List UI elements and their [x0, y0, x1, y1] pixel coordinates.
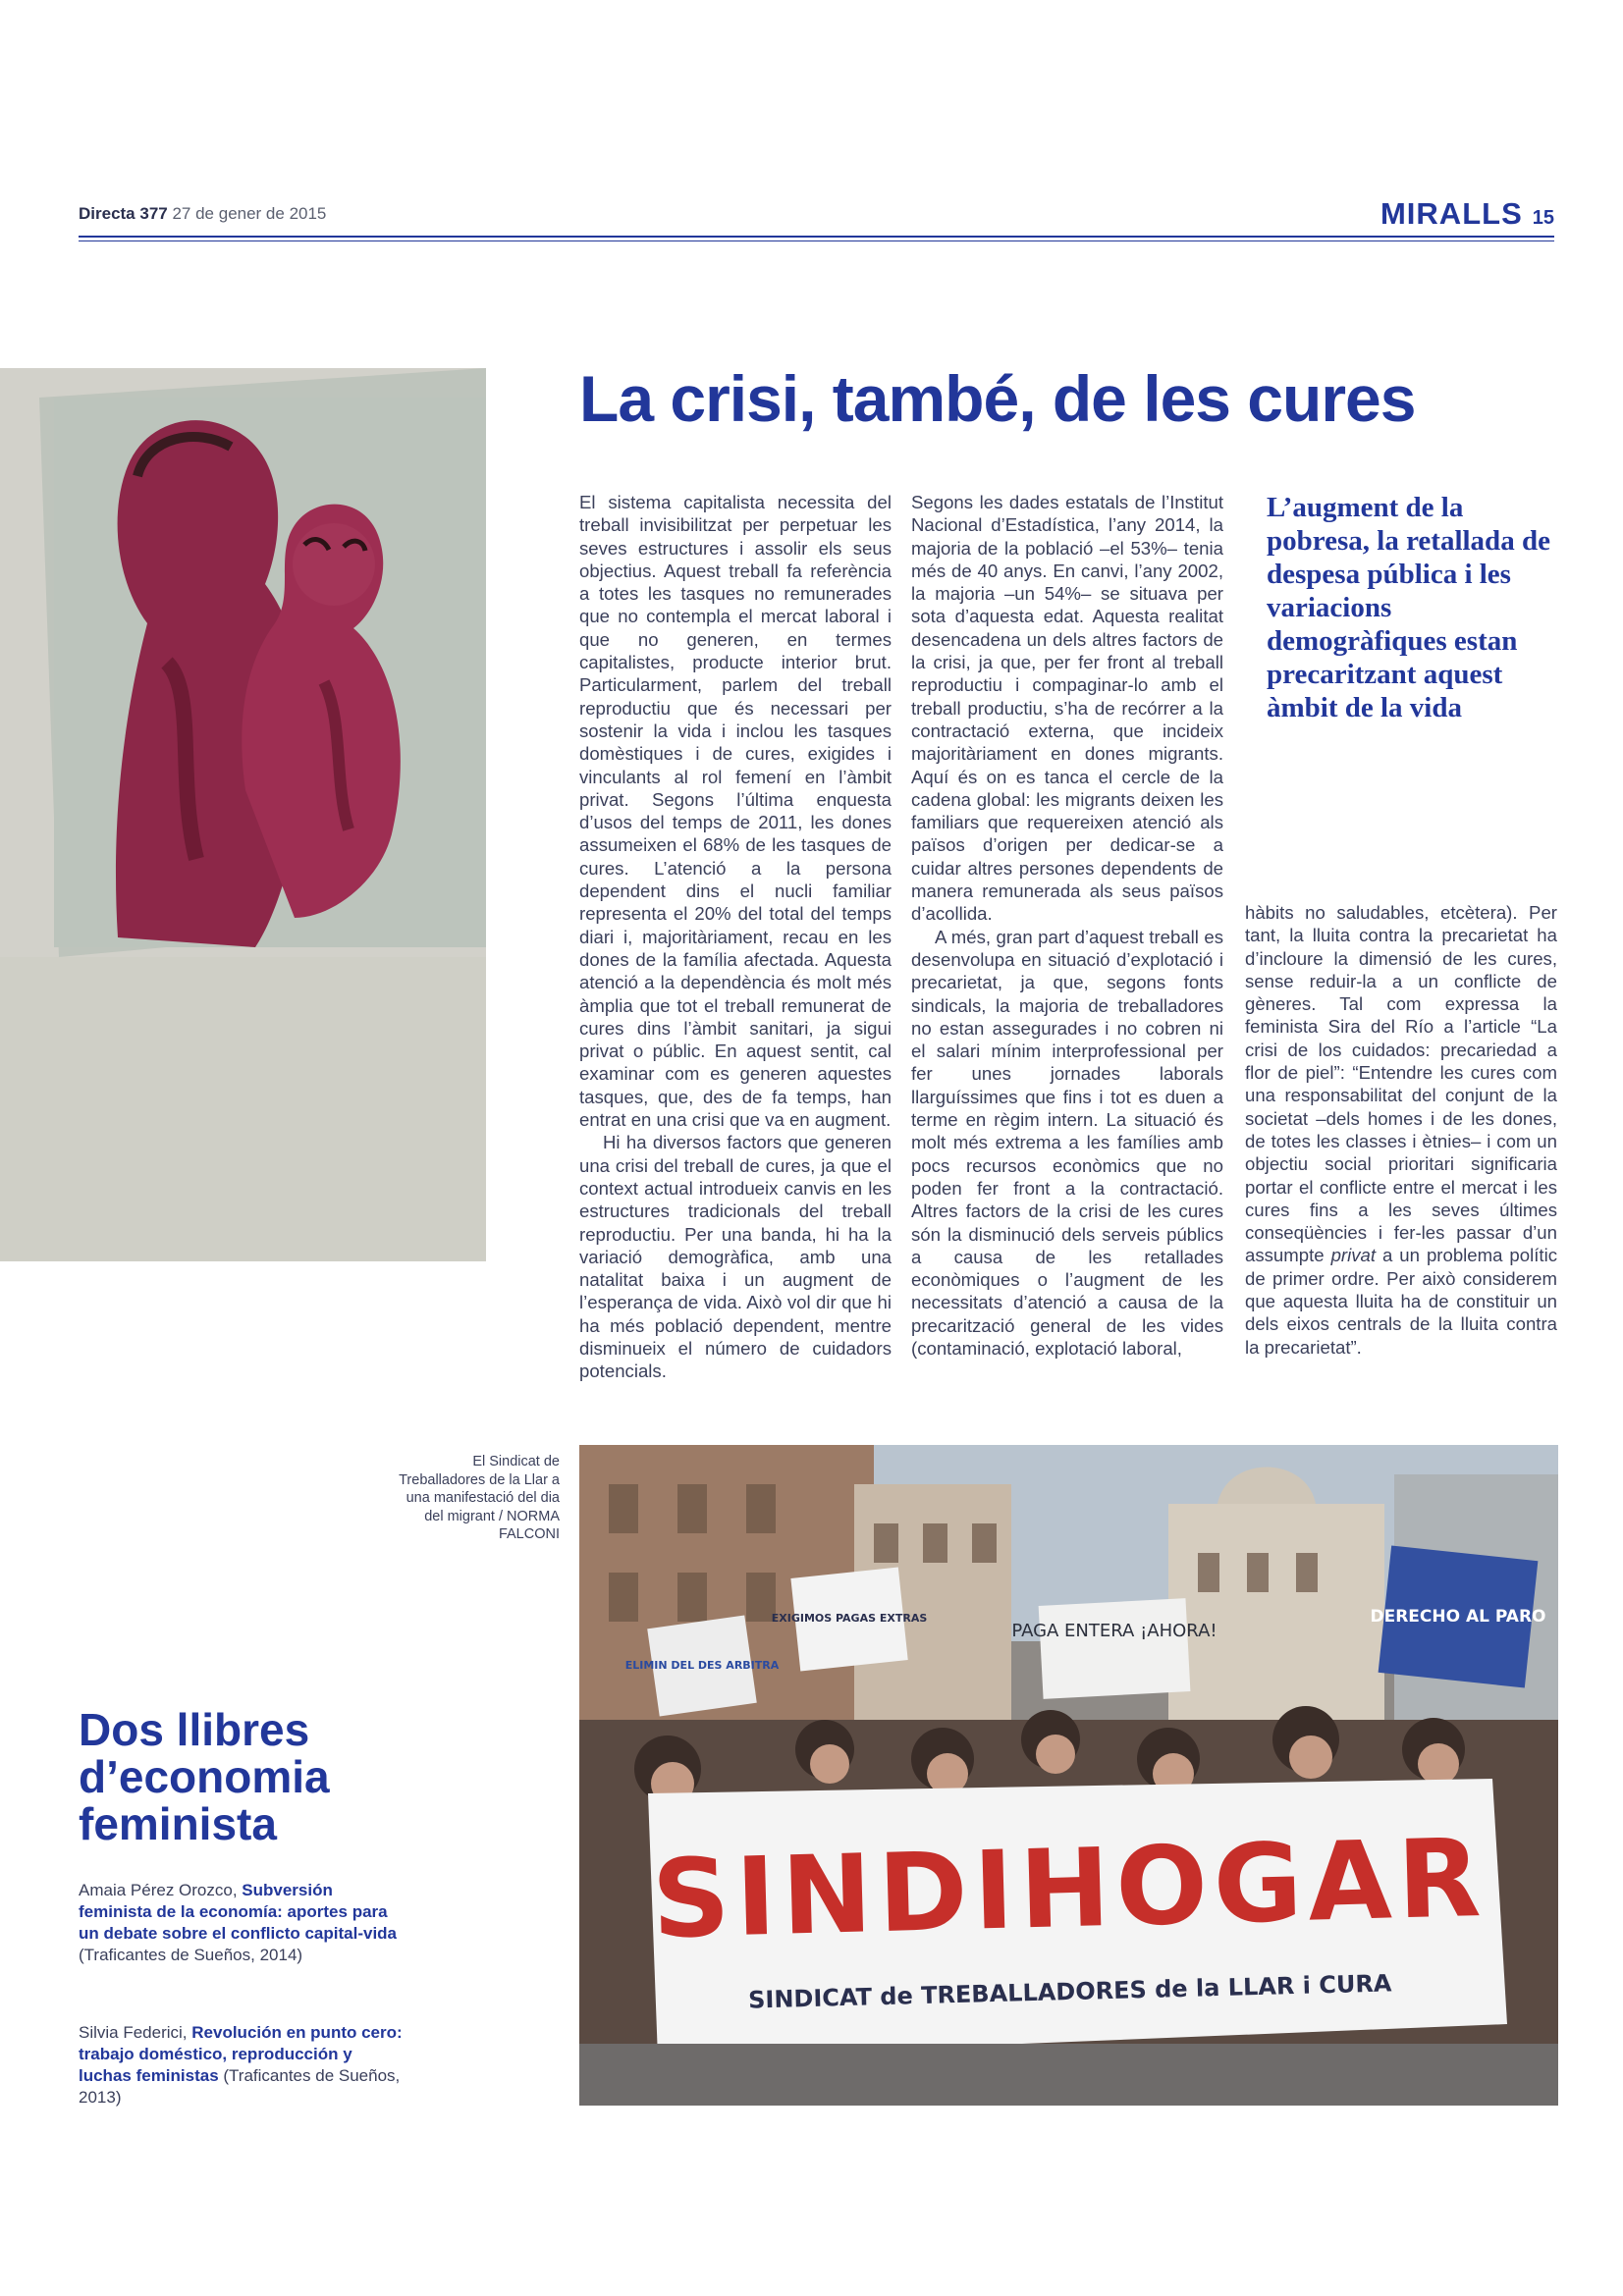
paragraph: Segons les dades estatals de l’Institut Nacional d’Estadística, l’any 2014, la majoria de la població –el 53%– tenia més de 40 anys. En canvi, l’any 2002, la majoria –un 54%– se situava per sota d’aquesta edat. Aquesta realitat desencadena un dels altres factors de la crisi, ja que, per fer front al treball reproductiu i compaginar-lo amb el treball productiu, s’ha de recórrer a la contractació externa, que incideix majoritàriament en dones migrants. Aquí és on es tanca el cercle de la cadena global: les migrants deixen les familiars que requereixen atenció als països d’origen per dedicar-se a cuidar altres persones dependents de manera remunerada als seus països d’acollida.: [911, 492, 1223, 925]
book-author: Silvia Federici,: [79, 2023, 192, 2042]
text-run: a un problema polític de primer ordre. Per això considerem que aquesta lluita ha de constituir un dels eixos centrals de la lluita contra la precarietat”.: [1245, 1245, 1557, 1358]
book-entry: [79, 2022, 403, 2109]
book-author: Amaia Pérez Orozco,: [79, 1881, 243, 1899]
paragraph: [1245, 901, 1557, 1359]
book-publisher: (Traficantes de Sueños, 2013): [79, 2066, 401, 2107]
paragraph: A més, gran part d’aquest treball es desenvolupa en situació d’explotació i precarietat, ja que, segons fonts sindicals, la majoria de treballadores no estan assegurades i no cobren ni el salari mínim interprofessional per fer unes jornades laborals llarguíssimes que fins i tot es duen a terme en règim intern. La situació és molt més extrema a les famílies amb pocs recursos econòmics que no poden fer front a la contractació. Altres factors de la crisi de les cures són la disminució dels serveis públics a causa de les retallades econòmiques o l’augment de les necessitats d’atenció a causa de la precarització general de les vides (contaminació, explotació laboral,: [911, 926, 1223, 1359]
painting-photo: [0, 368, 486, 1261]
banner-sub-text: SINDICAT de TREBALLADORES de la LLAR i CURA: [747, 1969, 1392, 2014]
demonstration-photo: [579, 1445, 1558, 2106]
header-rule: [79, 236, 1554, 241]
sign-exigimos: EXIGIMOS PAGAS EXTRAS: [771, 1612, 928, 1625]
book-title: Subversión feminista de la economía: aportes para un debate sobre el conflicto capital-vida: [79, 1881, 398, 1943]
article-column-2: [911, 491, 1223, 1360]
caption-credit: / NORMA FALCONI: [498, 1508, 560, 1542]
painting-illustration: [0, 368, 486, 1261]
pull-quote: L’augment de la pobresa, la retallada de despesa pública i les variacions demogràfiques estan precaritzant aquest àmbit de la vida: [1267, 492, 1550, 723]
article-title: La crisi, també, de les cures: [579, 362, 1416, 435]
sign-derecho: DERECHO AL PARO: [1370, 1607, 1546, 1627]
banner-main-text: SINDIHOGAR: [650, 1814, 1488, 1963]
publication-name: Directa 377: [79, 204, 168, 223]
section-name: MIRALLS: [1380, 196, 1523, 231]
sign-elimin: ELIMIN DEL DES ARBITRA: [624, 1659, 780, 1672]
books-heading: Dos llibres d’economia feminista: [79, 1704, 330, 1849]
photo-caption: [393, 1453, 560, 1544]
publication-info: [79, 204, 326, 224]
page-number: 15: [1532, 207, 1554, 229]
section-info: [1380, 196, 1554, 232]
article-column-3: [1245, 901, 1557, 1359]
caption-text: El Sindicat de Treballadores de la Llar a una manifestació del dia del migrant: [399, 1454, 560, 1524]
paragraph: El sistema capitalista necessita del treball invisibilitzat per perpetuar les seves estructures i assolir els seus objectius. Aquest treball fa referència a totes les tasques no remunerades que no contempla el mercat laboral i que no generen, en termes capitalistes, producte interior brut. Particularment, parlem del treball reproductiu que és necessari per sostenir la vida i inclou les tasques domèstiques i de cures, exigides i vinculants al rol femení en l’àmbit privat. Segons l’última enquesta d’usos del temps de 2011, les dones assumeixen el 68% de les tasques de cures. L’atenció a la persona dependent dins el nucli familiar representa el 20% del total del temps diari i, majoritàriament, recau en les dones de la família afectada. Aquesta atenció a la dependència és molt més àmplia que tot el treball remunerat de cures dins l’àmbit sanitari, ja sigui privat o públic. En aquest sentit, cal examinar com es generen aquestes tasques, que, des de fa temps, han entrat en una crisi que va en augment.: [579, 492, 892, 1131]
emphasis: privat: [1330, 1245, 1377, 1266]
article-column-1: [579, 491, 892, 1383]
paragraph: Hi ha diversos factors que generen una crisi del treball de cures, ja que el context actual introdueix canvis en les estructures tradicionals del treball reproductiu. Per una banda, hi ha la variació demogràfica, amb una natalitat baixa i un augment de l’esperança de vida. Això vol dir que hi ha més població dependent, mentre disminueix el número de cuidadors potencials.: [579, 1132, 892, 1382]
publication-date: 27 de gener de 2015: [172, 204, 327, 223]
demonstration-illustration: [579, 1445, 1558, 2106]
text-run: hàbits no saludables, etcètera). Per tant, la lluita contra la precarietat ha d’incloure la dimensió de les cures, sense reduir-la a un conflicte de gèneres. Tal com expressa la feminista Sira del Río a l’article “La crisi de los cuidados: precariedad a flor de piel”: “Entendre les cures com una responsabilitat del conjunt de la societat –dels homes i de les dones, de totes les classes i ètnies– i com un objectiu social prioritari significaria portar el conflicte entre el mercat i les cures fins a les seves últimes conseqüències i fer-les passar d’un assumpte: [1245, 902, 1557, 1266]
book-publisher: (Traficantes de Sueños, 2014): [79, 1946, 303, 1964]
book-title: Revolución en punto cero: trabajo doméstico, reproducción y luchas feministas: [79, 2023, 403, 2085]
book-entry: [79, 1880, 403, 1966]
sign-paga: PAGA ENTERA ¡AHORA!: [1011, 1621, 1217, 1641]
